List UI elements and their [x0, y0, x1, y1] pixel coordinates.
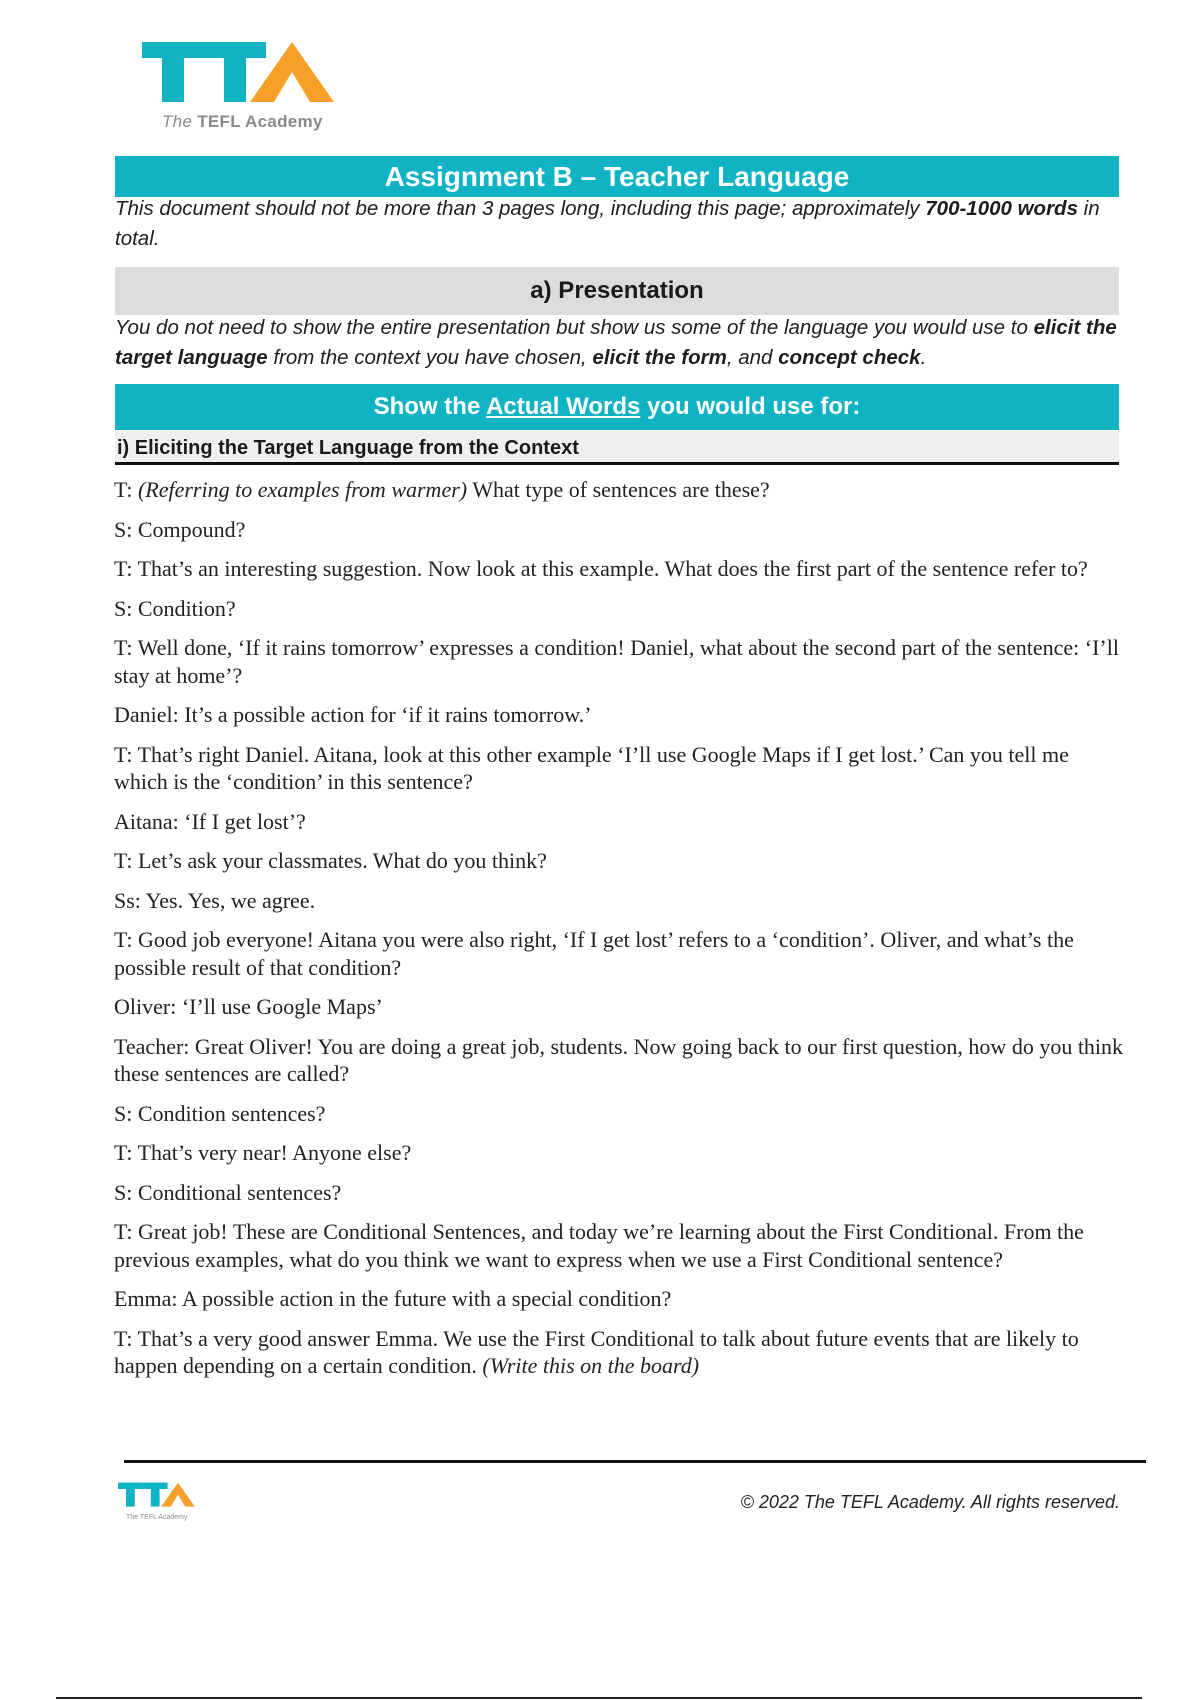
dialogue-text: What type of sentences are these? — [472, 477, 770, 502]
dialogue-text: That’s right Daniel. Aitana, look at this other example ‘I’ll use Google Maps if I get lost.’ Can you tell me which is the ‘condition’ in this sentence? — [114, 741, 1069, 794]
dialogue-line — [114, 1179, 1124, 1207]
dialogue-line — [114, 993, 1124, 1021]
dialogue-text: A possible action in the future with a special condition? — [181, 1286, 672, 1311]
dialogue-text: Condition sentences? — [137, 1100, 326, 1126]
dialogue-line — [114, 595, 1124, 623]
section-heading-presentation: a) Presentation — [115, 267, 1119, 315]
dialogue-speaker: S: — [114, 516, 133, 542]
dialogue-text: Compound? — [137, 516, 246, 542]
dialogue-speaker: Oliver: — [114, 994, 177, 1019]
dialogue-text: Condition? — [137, 595, 236, 621]
dialogue-line — [114, 634, 1124, 689]
dialogue-text: Great job! These are Conditional Sentences, and today we’re learning about the First Conditional. From the previous examples, what do you think we want to express when we use a First Conditional sentence? — [114, 1219, 1084, 1272]
dialogue-speaker: T: — [114, 848, 133, 873]
dialogue-line — [114, 926, 1124, 981]
dialogue-speaker: S: — [114, 1100, 133, 1126]
dialogue-line — [114, 1100, 1124, 1128]
dialogue-text: That’s a very good answer Emma. We use the First Conditional to talk about future events that are likely to happen depending on a certain condition. — [114, 1325, 1079, 1378]
tta-footer-logo-icon — [118, 1480, 198, 1514]
tta-logo-text: The TEFL Academy — [162, 112, 323, 131]
dialogue-text: Great Oliver! You are doing a great job, students. Now going back to our first question, how do you think these sentences are called? — [114, 1033, 1124, 1086]
dialogue-stage-direction: (Write this on the board) — [482, 1353, 700, 1378]
footer-divider — [124, 1460, 1146, 1463]
dialogue-line — [114, 476, 1124, 504]
dialogue-line — [114, 887, 1124, 915]
dialogue-line — [114, 847, 1124, 875]
page-title: Assignment B – Teacher Language — [115, 156, 1119, 197]
dialogue-text: It’s a possible action for ‘if it rains tomorrow.’ — [184, 702, 592, 727]
footer-logo — [118, 1480, 198, 1524]
dialogue-speaker: Aitana: — [114, 808, 179, 834]
dialogue-line — [114, 701, 1124, 729]
page-bottom-rule — [56, 1697, 1142, 1699]
dialogue-speaker: T: — [114, 1325, 133, 1351]
tta-logo — [142, 42, 342, 134]
dialogue-line — [114, 1139, 1124, 1167]
dialogue-speaker: Ss: — [114, 887, 141, 913]
dialogue-line — [114, 1033, 1124, 1088]
dialogue-line — [114, 1218, 1124, 1273]
dialogue-text: ‘If I get lost’? — [184, 808, 306, 834]
dialogue-speaker: T: — [114, 1140, 133, 1165]
dialogue-text: Well done, ‘If it rains tomorrow’ expresses a condition! Daniel, what about the second part of the sentence: ‘I’ll stay at home’? — [114, 635, 1119, 688]
dialogue-speaker: T: — [114, 741, 133, 767]
dialogue-speaker: Daniel: — [114, 702, 179, 727]
dialogue-text: That’s an interesting suggestion. Now look at this example. What does the first part of the sentence refer to? — [137, 556, 1088, 581]
dialogue-speaker: T: — [114, 556, 133, 581]
dialogue-line — [114, 555, 1124, 583]
dialogue-text: Good job everyone! Aitana you were also right, ‘If I get lost’ refers to a ‘condition’. Oliver, and what’s the possible result of that condition? — [114, 927, 1074, 980]
dialogue-text: Conditional sentences? — [137, 1179, 342, 1205]
dialogue-text: Yes. Yes, we agree. — [145, 887, 316, 913]
dialogue-speaker: S: — [114, 1179, 133, 1205]
dialogue-speaker: T: — [114, 635, 133, 660]
footer-logo-text: The TEFL Academy — [126, 1514, 188, 1521]
dialogue-stage-direction: (Referring to examples from warmer) — [137, 477, 468, 502]
show-actual-words-bar: Show the Actual Words you would use for: — [115, 384, 1119, 430]
dialogue-text: ‘I’ll use Google Maps’ — [181, 994, 383, 1019]
intro-text: This document should not be more than 3 pages long, including this page; approximately 700-1000 words in total. — [115, 197, 1100, 250]
dialogue-speaker: Emma: — [114, 1286, 178, 1311]
dialogue-line — [114, 516, 1124, 544]
subheading-eliciting: i) Eliciting the Target Language from the Context — [115, 431, 1119, 465]
presentation-note: You do not need to show the entire presentation but show us some of the language you would use to elicit the target language from the context you have chosen, elicit the form, and concept check. — [115, 316, 1117, 369]
dialogue-line — [114, 808, 1124, 836]
tta-logo-icon — [142, 42, 342, 114]
dialogue-line — [114, 1285, 1124, 1313]
dialogue-line — [114, 741, 1124, 796]
dialogue-speaker: T: — [114, 927, 133, 952]
dialogue-text: Let’s ask your classmates. What do you think? — [137, 848, 547, 873]
copyright: © 2022 The TEFL Academy. All rights reserved. — [740, 1492, 1120, 1512]
dialogue-speaker: T: — [114, 477, 133, 502]
dialogue-speaker: T: — [114, 1219, 133, 1244]
dialogue — [114, 476, 1124, 1392]
dialogue-text: That’s very near! Anyone else? — [137, 1140, 412, 1165]
dialogue-speaker: S: — [114, 595, 133, 621]
dialogue-line — [114, 1325, 1124, 1380]
dialogue-speaker: Teacher: — [114, 1033, 190, 1059]
